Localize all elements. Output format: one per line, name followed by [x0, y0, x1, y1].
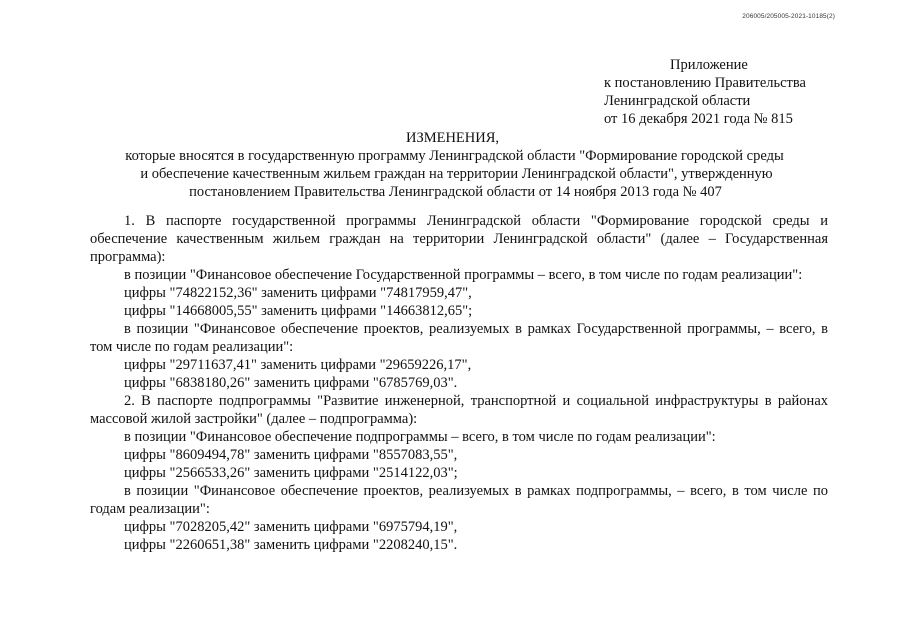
document-heading — [0, 129, 905, 201]
appendix-block — [604, 56, 884, 128]
replacement-line: цифры "6838180,26" заменить цифрами "6785769,03". — [124, 375, 458, 391]
position-text: в позиции "Финансовое обеспечение проектов, реализуемых в рамках Государственной программы, – всего, в том числе по годам реализации": — [90, 321, 828, 355]
paragraph-2: 2. В паспорте подпрограммы "Развитие инженерной, транспортной и социальной инфраструктуры в районах массовой жилой застройки" (далее – подпрограмма): — [90, 393, 828, 427]
document-code: 206005/205005-2021-10185(2) — [742, 13, 835, 20]
position-text: в позиции "Финансовое обеспечение подпрограммы – всего, в том числе по годам реализации": — [124, 429, 716, 445]
replacement-line: цифры "2566533,26" заменить цифрами "2514122,03"; — [124, 465, 458, 481]
replacement-line: цифры "7028205,42" заменить цифрами "6975794,19", — [124, 519, 458, 535]
position-text: в позиции "Финансовое обеспечение Государственной программы – всего, в том числе по годам реализации": — [124, 267, 803, 283]
replacement-line: цифры "2260651,38" заменить цифрами "2208240,15". — [124, 537, 458, 553]
document-subtitle-line: постановлением Правительства Ленинградской области от 14 ноября 2013 года № 407 — [189, 184, 722, 200]
appendix-title: Приложение — [670, 57, 748, 73]
paragraph-1: 1. В паспорте государственной программы Ленинградской области "Формирование городской среды и обеспечение качественным жильем граждан на территории Ленинградской области" (далее – Государственная программа): — [90, 213, 828, 265]
appendix-line: Ленинградской области — [604, 93, 751, 109]
appendix-date-line: от 16 декабря 2021 года № 815 — [604, 111, 793, 127]
document-title: ИЗМЕНЕНИЯ, — [405, 130, 500, 146]
replacement-line: цифры "74822152,36" заменить цифрами "74817959,47", — [124, 285, 472, 301]
replacement-line: цифры "8609494,78" заменить цифрами "8557083,55", — [124, 447, 458, 463]
replacement-line: цифры "29711637,41" заменить цифрами "29659226,17", — [124, 357, 472, 373]
appendix-line: к постановлению Правительства — [604, 75, 806, 91]
document-subtitle-line: и обеспечение качественным жильем граждан на территории Ленинградской области", утвержденную — [140, 166, 773, 182]
replacement-line: цифры "14668005,55" заменить цифрами "14663812,65"; — [124, 303, 473, 319]
document-body — [90, 212, 828, 554]
document-subtitle-line: которые вносятся в государственную программу Ленинградской области "Формирование городской среды — [125, 148, 784, 164]
position-text: в позиции "Финансовое обеспечение проектов, реализуемых в рамках подпрограммы, – всего, в том числе по годам реализации": — [90, 483, 828, 517]
